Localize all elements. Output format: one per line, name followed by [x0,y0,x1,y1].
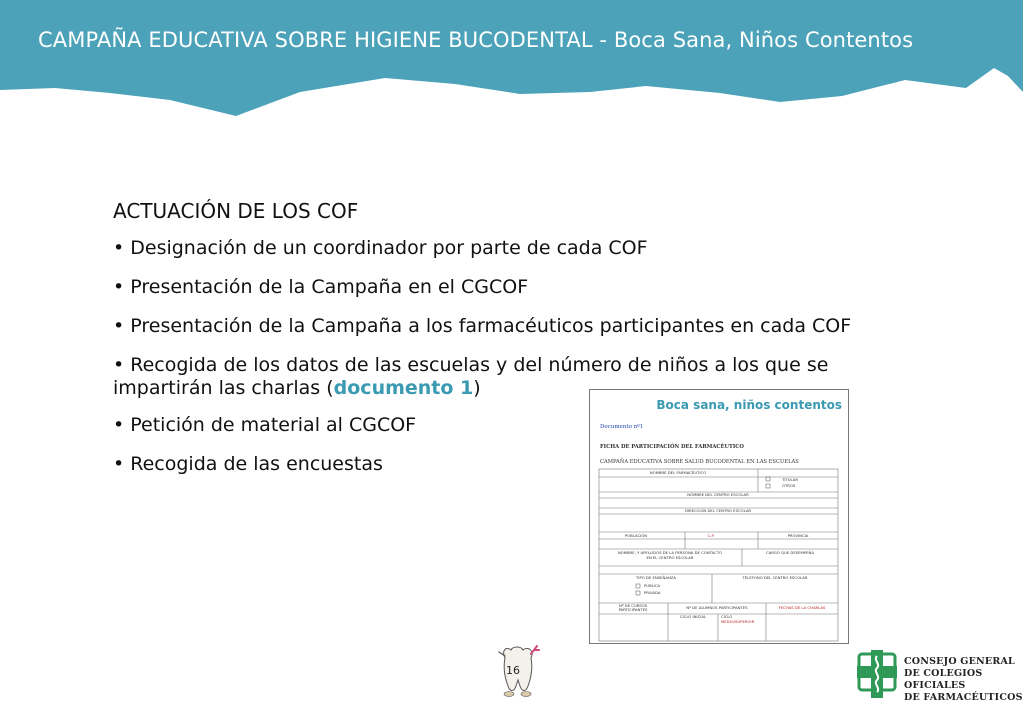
bullet-item: • Petición de material al CGCOF [113,414,417,436]
form-field-label: EN EL CENTRO ESCOLAR [646,555,694,560]
form-field-label: PÚBLICA [644,583,661,588]
documento-1-link[interactable]: documento 1 [333,377,474,399]
form-field-label: OTROS [782,483,796,488]
form-field-label: TITULAR [782,477,798,482]
form-thumbnail [589,389,849,644]
form-field-label: TIPO DE ENSEÑANZA [636,575,676,580]
privada-checkbox [636,591,640,595]
bullet-item: • Presentación de la Campaña a los farmacéuticos participantes en cada COF [113,315,852,337]
bullet-item: • Recogida de las encuestas [113,453,383,475]
form-field-label: NOMBRE DEL CENTRO ESCOLAR [687,492,749,497]
form-title: FICHA DE PARTICIPACIÓN DEL FARMACÉUTICO [600,444,744,450]
logo-line: CONSEJO GENERAL [904,656,1015,667]
logo-line: DE COLEGIOS OFICIALES [904,668,983,691]
header-banner [0,0,1023,120]
publica-checkbox [636,584,640,588]
bullet-text-close: ) [473,377,481,399]
form-field-label: PARTICIPANTES [618,607,648,612]
logo-line: DE FARMACÉUTICOS [904,692,1023,703]
form-field-label: Nº DE ALUMNOS PARTICIPANTES [686,605,748,610]
bullet-item: • Designación de un coordinador por parte de cada COF [113,237,648,259]
form-field-label: POBLACIÓN [624,533,648,538]
form-field-label: C.P. [707,533,715,538]
form-field-label: DIRECCIÓN DEL CENTRO ESCOLAR [684,508,752,513]
form-doc-label: Documento nº1 [600,424,644,430]
form-field-label: FECHAS DE LA CHARLAS [778,605,826,610]
form-campaign-line: CAMPAÑA EDUCATIVA SOBRE SALUD BUCODENTAL EN LAS ESCUELAS [600,459,799,465]
form-field-label: CICLO INICIAL [679,614,707,619]
bullet-item: • Presentación de la Campaña en el CGCOF [113,276,529,298]
form-field-label: CICLO [721,614,733,619]
form-field-label: CARGO QUE DESEMPEÑA [766,550,814,555]
page-number: 16 [506,664,520,677]
section-heading: ACTUACIÓN DE LOS COF [113,199,359,223]
form-field-label: MEDIO/SUPERIOR [721,619,755,624]
page-title: CAMPAÑA EDUCATIVA SOBRE HIGIENE BUCODENTAL - Boca Sana, Niños Contentos [38,28,914,52]
form-field-label: Nº DE CURSOS [618,603,648,608]
logo-text [904,656,1023,704]
form-brand: Boca sana, niños contentos [656,398,842,412]
form-field-label: PRIVADA [644,590,661,595]
form-field-label: PROVINCIA [787,533,809,538]
form-field-label: NOMBRE DEL FARMACÉUTICO [649,470,707,475]
form-field-label: TELÉFONO DEL CENTRO ESCOLAR [742,575,808,580]
bullet-text: • Recogida de los datos de las escuelas y del número de niños a los que se impartirán las charlas ( [113,354,829,399]
titular-checkbox [766,477,770,481]
otros-checkbox [766,484,770,488]
form-field-label: NOMBRE, Y APELLIDOS DE LA PERSONA DE CONTACTO [617,550,723,555]
